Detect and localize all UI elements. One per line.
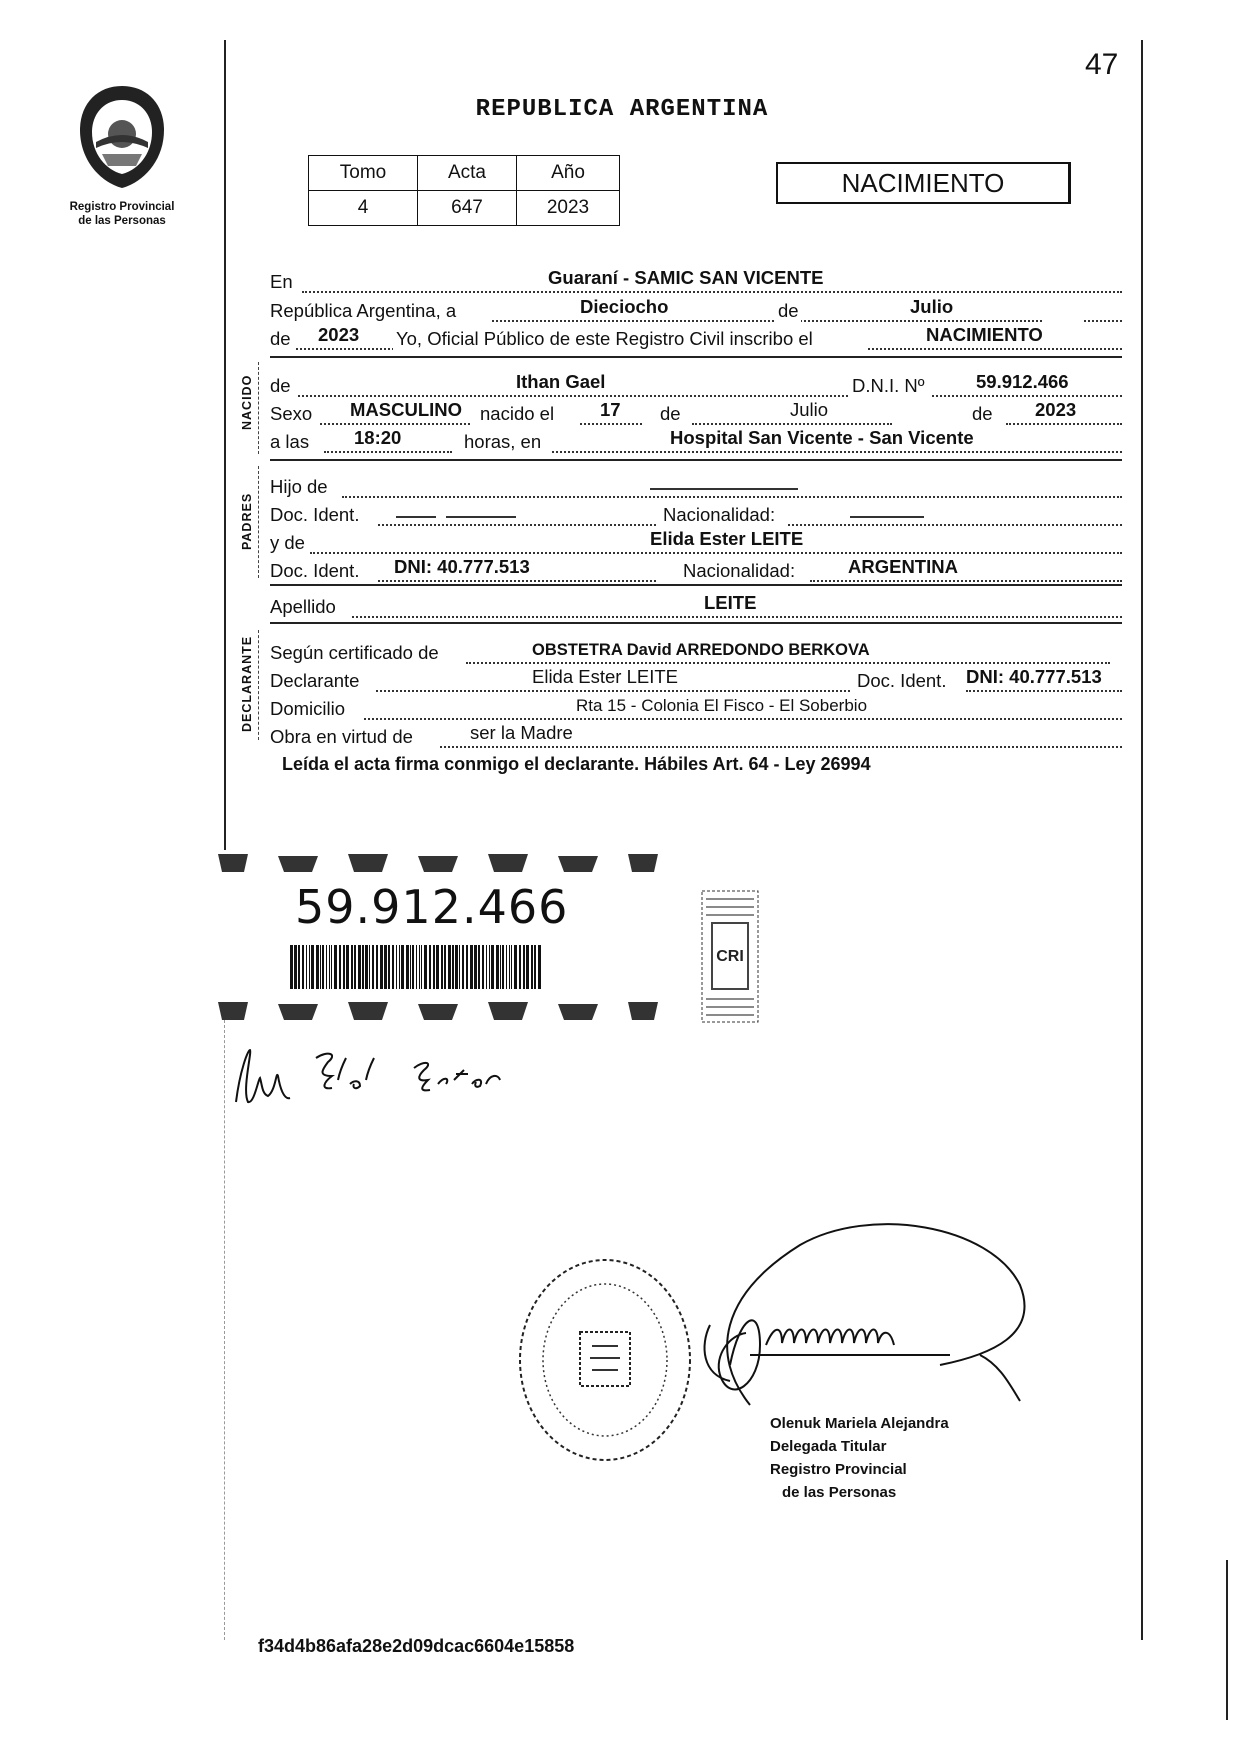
father-nat-label: Nacionalidad: (663, 504, 776, 525)
barcode-bar (419, 945, 420, 989)
barcode-bar (365, 945, 368, 989)
hours-label: horas, en (464, 431, 542, 452)
barcode-bar (531, 945, 533, 989)
barcode-bar (429, 945, 431, 989)
date-act: NACIMIENTO (926, 324, 1043, 345)
date-year: 2023 (318, 324, 360, 345)
side-label-declarante: DECLARANTE (240, 635, 254, 732)
father-doc-label: Doc. Ident. (270, 504, 360, 525)
date-day: Dieciocho (580, 296, 669, 317)
barcode-bar (294, 945, 297, 989)
barcode-bar (306, 945, 307, 989)
register-table (308, 155, 620, 226)
barcode-bar (523, 945, 525, 989)
barcode-bar (351, 945, 353, 989)
left-margin-line-lower (224, 1020, 225, 1640)
child-sex: MASCULINO (350, 399, 463, 420)
barcode-bar (406, 945, 409, 989)
cert-value: OBSTETRA David ARREDONDO BERKOVA (532, 641, 870, 659)
barcode-bar (416, 945, 417, 989)
row-declarant (270, 666, 1120, 694)
date-text: Yo, Oficial Público de este Registro Civil inscribo el (393, 328, 816, 350)
born-label: nacido el (480, 403, 555, 424)
barcode-bar (459, 945, 460, 989)
separator (270, 584, 1122, 586)
row-mother (270, 528, 1120, 556)
barcode-bar (511, 945, 512, 989)
barcode-bar (424, 945, 427, 989)
security-pattern-bottom (218, 1000, 658, 1022)
official-office2: de las Personas (782, 1484, 897, 1501)
barcode-bar (491, 945, 494, 989)
barcode (290, 945, 545, 989)
row-name (270, 371, 1120, 399)
barcode-bar (290, 945, 293, 989)
barcode-bar (506, 945, 507, 989)
logo-caption-line2: de las Personas (78, 215, 166, 227)
separator (270, 356, 1122, 358)
record-type-box: NACIMIENTO (776, 162, 1071, 204)
bracket-declarante (258, 630, 259, 740)
address-label: Domicilio (270, 698, 346, 719)
barcode-bar (358, 945, 361, 989)
row-place (270, 267, 1120, 295)
date-de2: de (270, 328, 291, 349)
birth-day: 17 (600, 399, 621, 420)
hour-label: a las (270, 431, 310, 452)
barcode-bar (502, 945, 504, 989)
declarant-doc: DNI: 40.777.513 (966, 666, 1102, 687)
hologram-seal (700, 889, 760, 1024)
barcode-bar (433, 945, 435, 989)
official-name: Olenuk Mariela Alejandra (770, 1415, 949, 1432)
barcode-bar (470, 945, 473, 989)
barcode-bar (339, 945, 341, 989)
barcode-bar (466, 945, 468, 989)
row-date-2 (270, 324, 1120, 352)
separator (270, 459, 1122, 461)
mother-doc: DNI: 40.777.513 (394, 556, 530, 577)
value-tomo: 4 (309, 191, 418, 226)
barcode-bar (534, 945, 536, 989)
birth-de1: de (660, 403, 681, 424)
row-father (270, 476, 1120, 500)
barcode-bar (448, 945, 451, 989)
barcode-bar (302, 945, 304, 989)
and-of-label: y de (270, 532, 305, 553)
official-block (770, 1412, 949, 1504)
declarant-label: Declarante (270, 670, 360, 691)
date-label: República Argentina, a (270, 300, 457, 321)
barcode-bar (316, 945, 319, 989)
barcode-bar (421, 945, 422, 989)
barcode-bar (500, 945, 501, 989)
barcode-bar (441, 945, 443, 989)
row-hour (270, 427, 1120, 455)
barcode-bar (388, 945, 390, 989)
address-value: Rta 15 - Colonia El Fisco - El Soberbio (576, 696, 868, 715)
barcode-bar (384, 945, 387, 989)
side-label-padres: PADRES (240, 492, 254, 550)
id-number-large: 59.912.466 (295, 880, 569, 934)
barcode-bar (538, 945, 541, 989)
barcode-bar (482, 945, 484, 989)
child-name: Ithan Gael (516, 371, 606, 392)
name-label: de (270, 375, 291, 396)
mother-nationality: ARGENTINA (848, 556, 958, 577)
barcode-bar (462, 945, 464, 989)
barcode-bar (396, 945, 397, 989)
reason-value: ser la Madre (470, 722, 573, 743)
mother-nat-label: Nacionalidad: (683, 560, 796, 581)
barcode-bar (526, 945, 529, 989)
mother-name: Elida Ester LEITE (650, 528, 804, 549)
page-number: 47 (1085, 48, 1119, 81)
right-margin-line (1141, 40, 1143, 1640)
value-ano: 2023 (517, 191, 620, 226)
barcode-bar (474, 945, 477, 989)
surname-label: Apellido (270, 596, 336, 617)
official-role: Delegada Titular (770, 1438, 887, 1455)
barcode-bar (410, 945, 411, 989)
value-acta: 647 (418, 191, 517, 226)
birth-place: Hospital San Vicente - San Vicente (670, 427, 974, 448)
barcode-bar (509, 945, 510, 989)
barcode-bar (311, 945, 314, 989)
place-label: En (270, 271, 293, 292)
row-sex (270, 399, 1120, 427)
barcode-bar (489, 945, 490, 989)
security-pattern-top (218, 852, 658, 874)
barcode-bar (436, 945, 439, 989)
header-acta: Acta (418, 156, 517, 191)
empty-nat-dash (850, 516, 924, 518)
row-mother-doc (270, 556, 1120, 584)
barcode-bar (452, 945, 454, 989)
register-header-row (309, 156, 620, 191)
barcode-bar (362, 945, 364, 989)
row-date (270, 296, 1120, 324)
barcode-bar (412, 945, 414, 989)
barcode-bar (380, 945, 383, 989)
barcode-bar (496, 945, 499, 989)
declarant-name: Elida Ester LEITE (532, 666, 679, 687)
barcode-bar (354, 945, 356, 989)
barcode-bar (478, 945, 480, 989)
birth-month: Julio (790, 399, 829, 420)
barcode-bar (298, 945, 300, 989)
empty-father-dash (650, 488, 798, 490)
official-office1: Registro Provincial (770, 1461, 907, 1478)
hologram-text: CRI (716, 948, 744, 965)
logo-caption (62, 200, 182, 228)
place-value: Guaraní - SAMIC SAN VICENTE (548, 267, 824, 288)
row-address (270, 698, 1120, 722)
side-label-nacido: NACIDO (240, 374, 254, 430)
official-stamp (510, 1250, 700, 1470)
barcode-bar (334, 945, 337, 989)
surname-value: LEITE (704, 592, 757, 613)
barcode-bar (455, 945, 458, 989)
barcode-bar (486, 945, 487, 989)
barcode-bar (519, 945, 521, 989)
barcode-bar (392, 945, 394, 989)
header-ano: Año (517, 156, 620, 191)
bracket-nacido (258, 362, 259, 454)
separator (270, 622, 1122, 624)
cert-label: Según certificado de (270, 642, 439, 663)
declarant-doc-label: Doc. Ident. (857, 670, 947, 691)
date-de1: de (778, 300, 799, 321)
barcode-bar (444, 945, 446, 989)
barcode-bar (322, 945, 324, 989)
declarant-signature (228, 1040, 528, 1110)
row-father-doc (270, 504, 1120, 528)
official-signature (690, 1205, 1050, 1415)
birth-year: 2023 (1035, 399, 1077, 420)
sex-label: Sexo (270, 403, 313, 424)
mother-doc-label: Doc. Ident. (270, 560, 360, 581)
birth-de2: de (972, 403, 993, 424)
document-title: REPUBLICA ARGENTINA (475, 96, 769, 123)
birth-hour: 18:20 (354, 427, 402, 448)
barcode-bar (320, 945, 321, 989)
document-hash: f34d4b86afa28e2d09dcac6604e15858 (258, 1636, 575, 1656)
right-edge-mark (1226, 1560, 1228, 1720)
header-tomo: Tomo (309, 156, 418, 191)
closing-statement: Leída el acta firma conmigo el declarante. Hábiles Art. 64 - Ley 26994 (282, 754, 871, 774)
logo-caption-line1: Registro Provincial (69, 201, 175, 213)
empty-doc-dash-2 (446, 516, 516, 518)
barcode-bar (309, 945, 310, 989)
barcode-bar (331, 945, 332, 989)
bracket-padres (258, 466, 259, 578)
barcode-bar (399, 945, 400, 989)
dni-label: D.N.I. Nº (852, 375, 925, 396)
barcode-bar (372, 945, 374, 989)
barcode-bar (346, 945, 349, 989)
reason-label: Obra en virtud de (270, 726, 413, 747)
date-month: Julio (910, 296, 954, 317)
barcode-bar (369, 945, 370, 989)
row-surname (270, 592, 1120, 620)
empty-doc-dash (396, 516, 436, 518)
barcode-bar (376, 945, 378, 989)
barcode-bar (326, 945, 327, 989)
row-reason (270, 722, 1120, 750)
barcode-bar (401, 945, 404, 989)
barcode-bar (343, 945, 345, 989)
register-value-row (309, 191, 620, 226)
son-of-label: Hijo de (270, 476, 328, 497)
barcode-bar (329, 945, 330, 989)
row-certificate (270, 642, 1120, 666)
barcode-bar (514, 945, 517, 989)
left-margin-line (224, 40, 226, 850)
child-dni: 59.912.466 (976, 371, 1069, 392)
